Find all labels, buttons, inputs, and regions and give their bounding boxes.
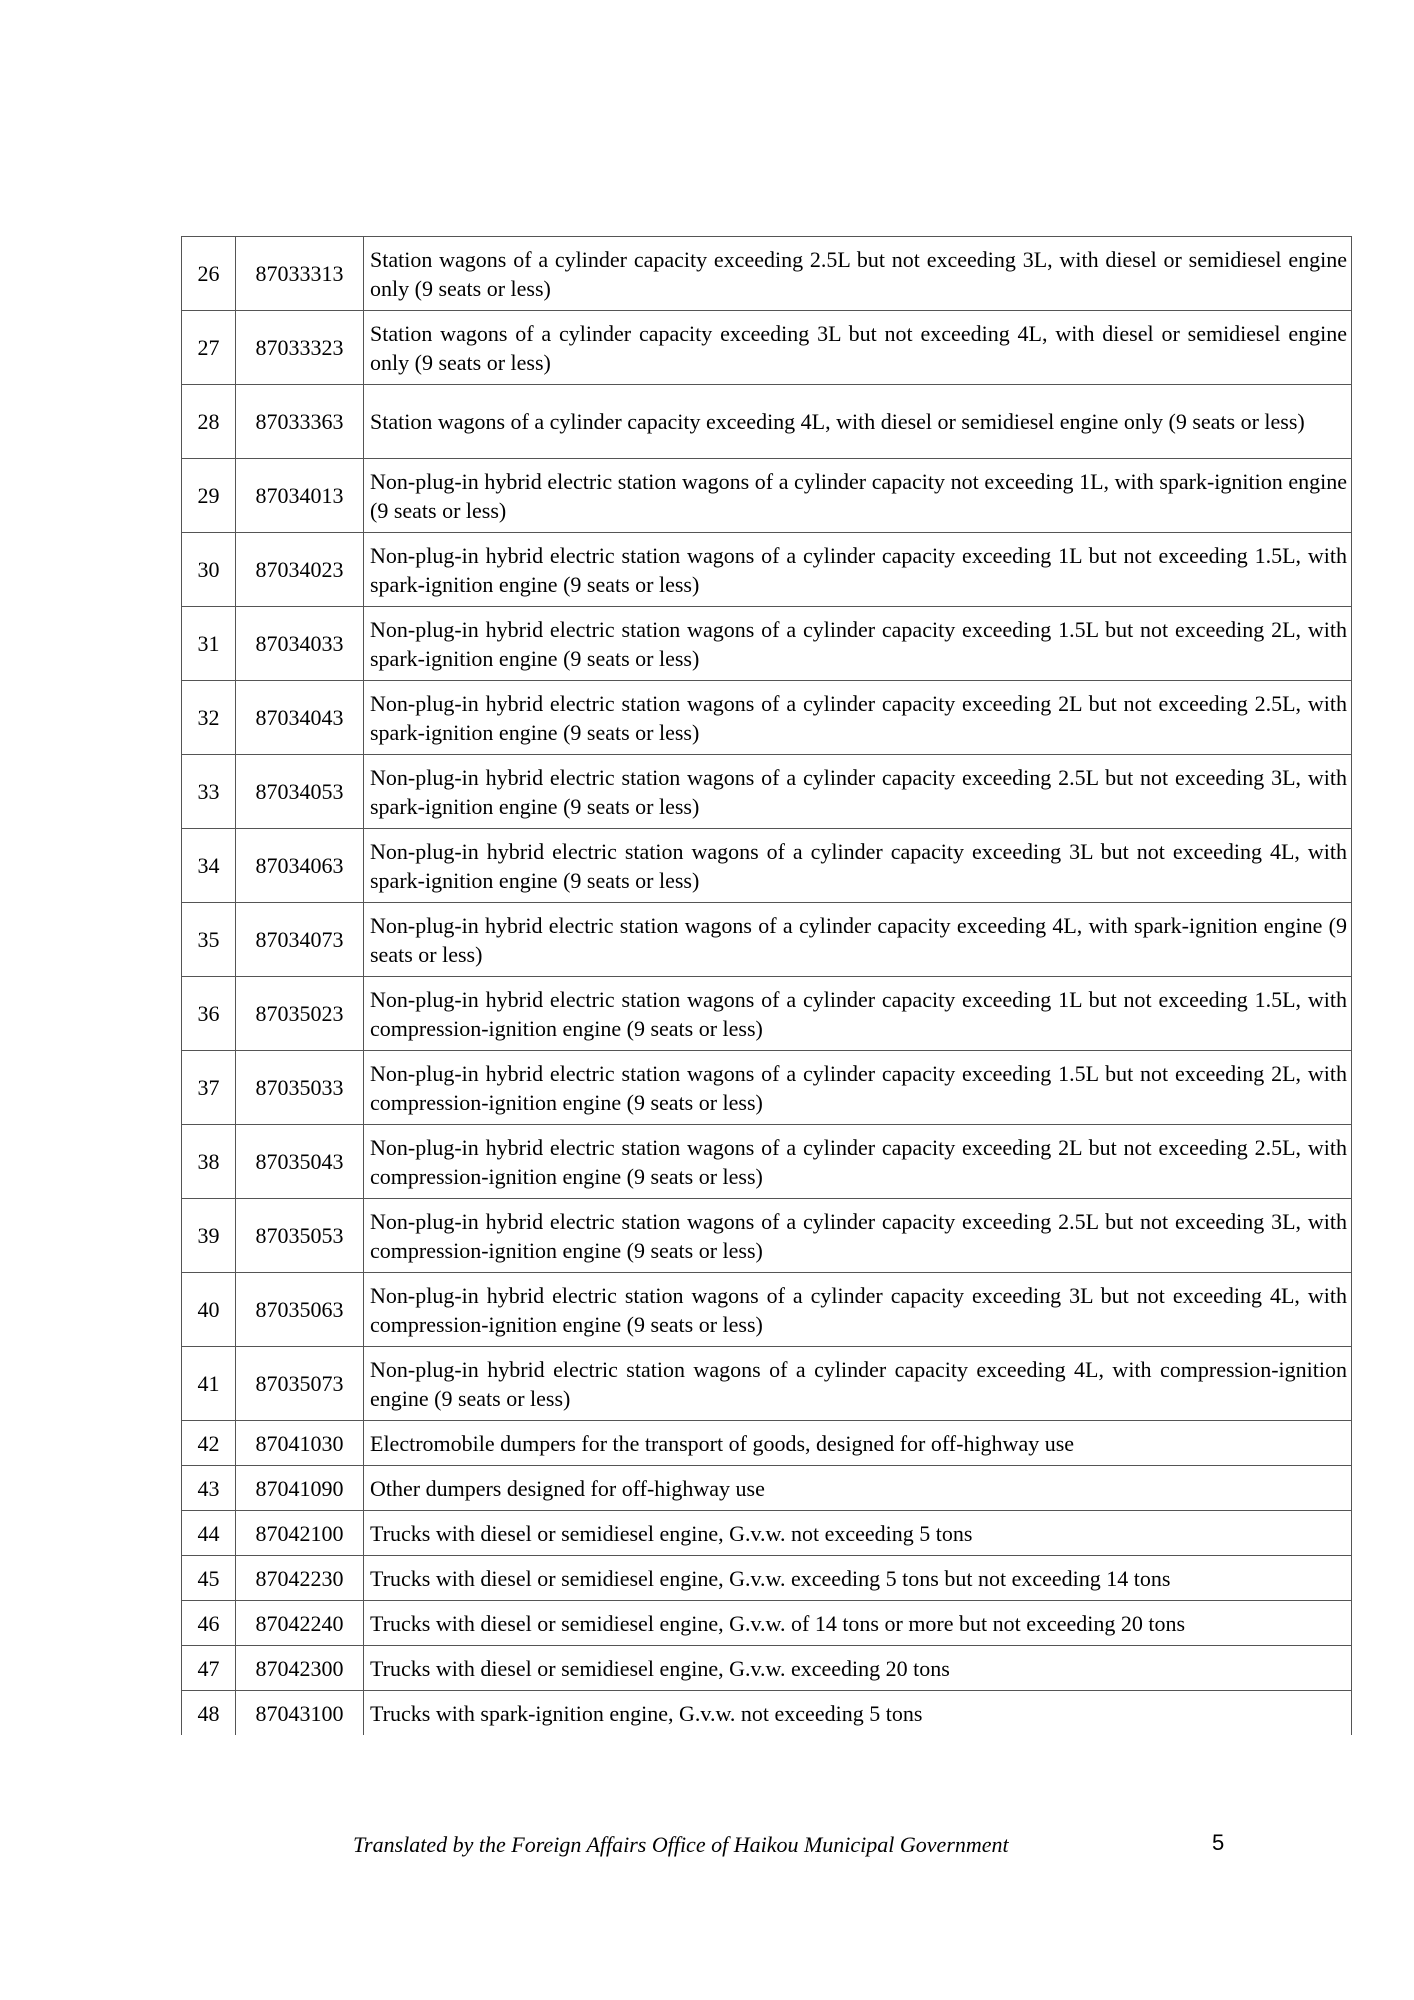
row-number: 40: [182, 1273, 236, 1347]
table-row: [182, 1646, 1352, 1691]
row-number: 29: [182, 459, 236, 533]
table-row: [182, 311, 1352, 385]
table-row: [182, 829, 1352, 903]
hs-code: 87035053: [236, 1199, 364, 1273]
hs-code: 87035033: [236, 1051, 364, 1125]
table-row: [182, 607, 1352, 681]
item-description: Station wagons of a cylinder capacity exceeding 2.5L but not exceeding 3L, with diesel or semidiesel engine only (9 seats or less): [364, 237, 1352, 311]
item-description: Non-plug-in hybrid electric station wagons of a cylinder capacity exceeding 2L but not exceeding 2.5L, with spark-ignition engine (9 seats or less): [364, 681, 1352, 755]
item-description: Station wagons of a cylinder capacity exceeding 3L but not exceeding 4L, with diesel or semidiesel engine only (9 seats or less): [364, 311, 1352, 385]
table-row: [182, 459, 1352, 533]
hs-code: 87033323: [236, 311, 364, 385]
row-number: 47: [182, 1646, 236, 1691]
item-description: Station wagons of a cylinder capacity exceeding 4L, with diesel or semidiesel engine only (9 seats or less): [364, 385, 1352, 459]
page-number: 5: [1212, 1830, 1225, 1855]
hs-code: 87042300: [236, 1646, 364, 1691]
tariff-table: [181, 236, 1352, 1735]
row-number: 46: [182, 1601, 236, 1646]
hs-code: 87034073: [236, 903, 364, 977]
table-row: [182, 977, 1352, 1051]
table-row: [182, 755, 1352, 829]
item-description: Non-plug-in hybrid electric station wagons of a cylinder capacity exceeding 3L but not exceeding 4L, with compression-ignition engine (9 seats or less): [364, 1273, 1352, 1347]
row-number: 35: [182, 903, 236, 977]
row-number: 39: [182, 1199, 236, 1273]
item-description: Non-plug-in hybrid electric station wagons of a cylinder capacity exceeding 3L but not exceeding 4L, with spark-ignition engine (9 seats or less): [364, 829, 1352, 903]
hs-code: 87041030: [236, 1421, 364, 1466]
hs-code: 87042240: [236, 1601, 364, 1646]
translator-credit: Translated by the Foreign Affairs Office of Haikou Municipal Government: [353, 1832, 1009, 1857]
item-description: Non-plug-in hybrid electric station wagons of a cylinder capacity exceeding 4L, with compression-ignition engine (9 seats or less): [364, 1347, 1352, 1421]
row-number: 36: [182, 977, 236, 1051]
item-description: Trucks with diesel or semidiesel engine, G.v.w. exceeding 5 tons but not exceeding 14 tons: [364, 1556, 1352, 1601]
hs-code: 87034033: [236, 607, 364, 681]
hs-code: 87034053: [236, 755, 364, 829]
hs-code: 87034063: [236, 829, 364, 903]
item-description: Non-plug-in hybrid electric station wagons of a cylinder capacity exceeding 2L but not exceeding 2.5L, with compression-ignition engine (9 seats or less): [364, 1125, 1352, 1199]
item-description: Non-plug-in hybrid electric station wagons of a cylinder capacity exceeding 1L but not exceeding 1.5L, with compression-ignition engine (9 seats or less): [364, 977, 1352, 1051]
row-number: 30: [182, 533, 236, 607]
table-row: [182, 1273, 1352, 1347]
table-row: [182, 681, 1352, 755]
table-row: [182, 1199, 1352, 1273]
row-number: 41: [182, 1347, 236, 1421]
table-row: [182, 1466, 1352, 1511]
hs-code: 87033363: [236, 385, 364, 459]
hs-code: 87034023: [236, 533, 364, 607]
row-number: 26: [182, 237, 236, 311]
row-number: 38: [182, 1125, 236, 1199]
item-description: Trucks with diesel or semidiesel engine, G.v.w. exceeding 20 tons: [364, 1646, 1352, 1691]
row-number: 48: [182, 1691, 236, 1736]
hs-code: 87034043: [236, 681, 364, 755]
item-description: Trucks with diesel or semidiesel engine, G.v.w. of 14 tons or more but not exceeding 20 tons: [364, 1601, 1352, 1646]
hs-code: 87035063: [236, 1273, 364, 1347]
item-description: Non-plug-in hybrid electric station wagons of a cylinder capacity exceeding 1.5L but not exceeding 2L, with spark-ignition engine (9 seats or less): [364, 607, 1352, 681]
row-number: 31: [182, 607, 236, 681]
row-number: 33: [182, 755, 236, 829]
row-number: 43: [182, 1466, 236, 1511]
hs-code: 87033313: [236, 237, 364, 311]
item-description: Electromobile dumpers for the transport of goods, designed for off-highway use: [364, 1421, 1352, 1466]
row-number: 27: [182, 311, 236, 385]
row-number: 44: [182, 1511, 236, 1556]
hs-code: 87035043: [236, 1125, 364, 1199]
table-row: [182, 237, 1352, 311]
hs-code: 87035023: [236, 977, 364, 1051]
item-description: Trucks with spark-ignition engine, G.v.w. not exceeding 5 tons: [364, 1691, 1352, 1736]
item-description: Non-plug-in hybrid electric station wagons of a cylinder capacity not exceeding 1L, with spark-ignition engine (9 seats or less): [364, 459, 1352, 533]
item-description: Non-plug-in hybrid electric station wagons of a cylinder capacity exceeding 2.5L but not exceeding 3L, with compression-ignition engine (9 seats or less): [364, 1199, 1352, 1273]
item-description: Other dumpers designed for off-highway use: [364, 1466, 1352, 1511]
table-row: [182, 1556, 1352, 1601]
row-number: 42: [182, 1421, 236, 1466]
row-number: 45: [182, 1556, 236, 1601]
table-row: [182, 1421, 1352, 1466]
row-number: 37: [182, 1051, 236, 1125]
item-description: Non-plug-in hybrid electric station wagons of a cylinder capacity exceeding 1L but not exceeding 1.5L, with spark-ignition engine (9 seats or less): [364, 533, 1352, 607]
table-row: [182, 1051, 1352, 1125]
item-description: Non-plug-in hybrid electric station wagons of a cylinder capacity exceeding 4L, with spark-ignition engine (9 seats or less): [364, 903, 1352, 977]
hs-code: 87043100: [236, 1691, 364, 1736]
item-description: Non-plug-in hybrid electric station wagons of a cylinder capacity exceeding 1.5L but not exceeding 2L, with compression-ignition engine (9 seats or less): [364, 1051, 1352, 1125]
table-row: [182, 385, 1352, 459]
table-row: [182, 1125, 1352, 1199]
table-row: [182, 533, 1352, 607]
tariff-table-body: [182, 237, 1352, 1736]
hs-code: 87034013: [236, 459, 364, 533]
item-description: Trucks with diesel or semidiesel engine, G.v.w. not exceeding 5 tons: [364, 1511, 1352, 1556]
item-description: Non-plug-in hybrid electric station wagons of a cylinder capacity exceeding 2.5L but not exceeding 3L, with spark-ignition engine (9 seats or less): [364, 755, 1352, 829]
table-row: [182, 1601, 1352, 1646]
hs-code: 87041090: [236, 1466, 364, 1511]
hs-code: 87042100: [236, 1511, 364, 1556]
row-number: 34: [182, 829, 236, 903]
hs-code: 87042230: [236, 1556, 364, 1601]
row-number: 28: [182, 385, 236, 459]
table-row: [182, 1691, 1352, 1736]
table-row: [182, 1511, 1352, 1556]
row-number: 32: [182, 681, 236, 755]
hs-code: 87035073: [236, 1347, 364, 1421]
table-row: [182, 1347, 1352, 1421]
table-row: [182, 903, 1352, 977]
